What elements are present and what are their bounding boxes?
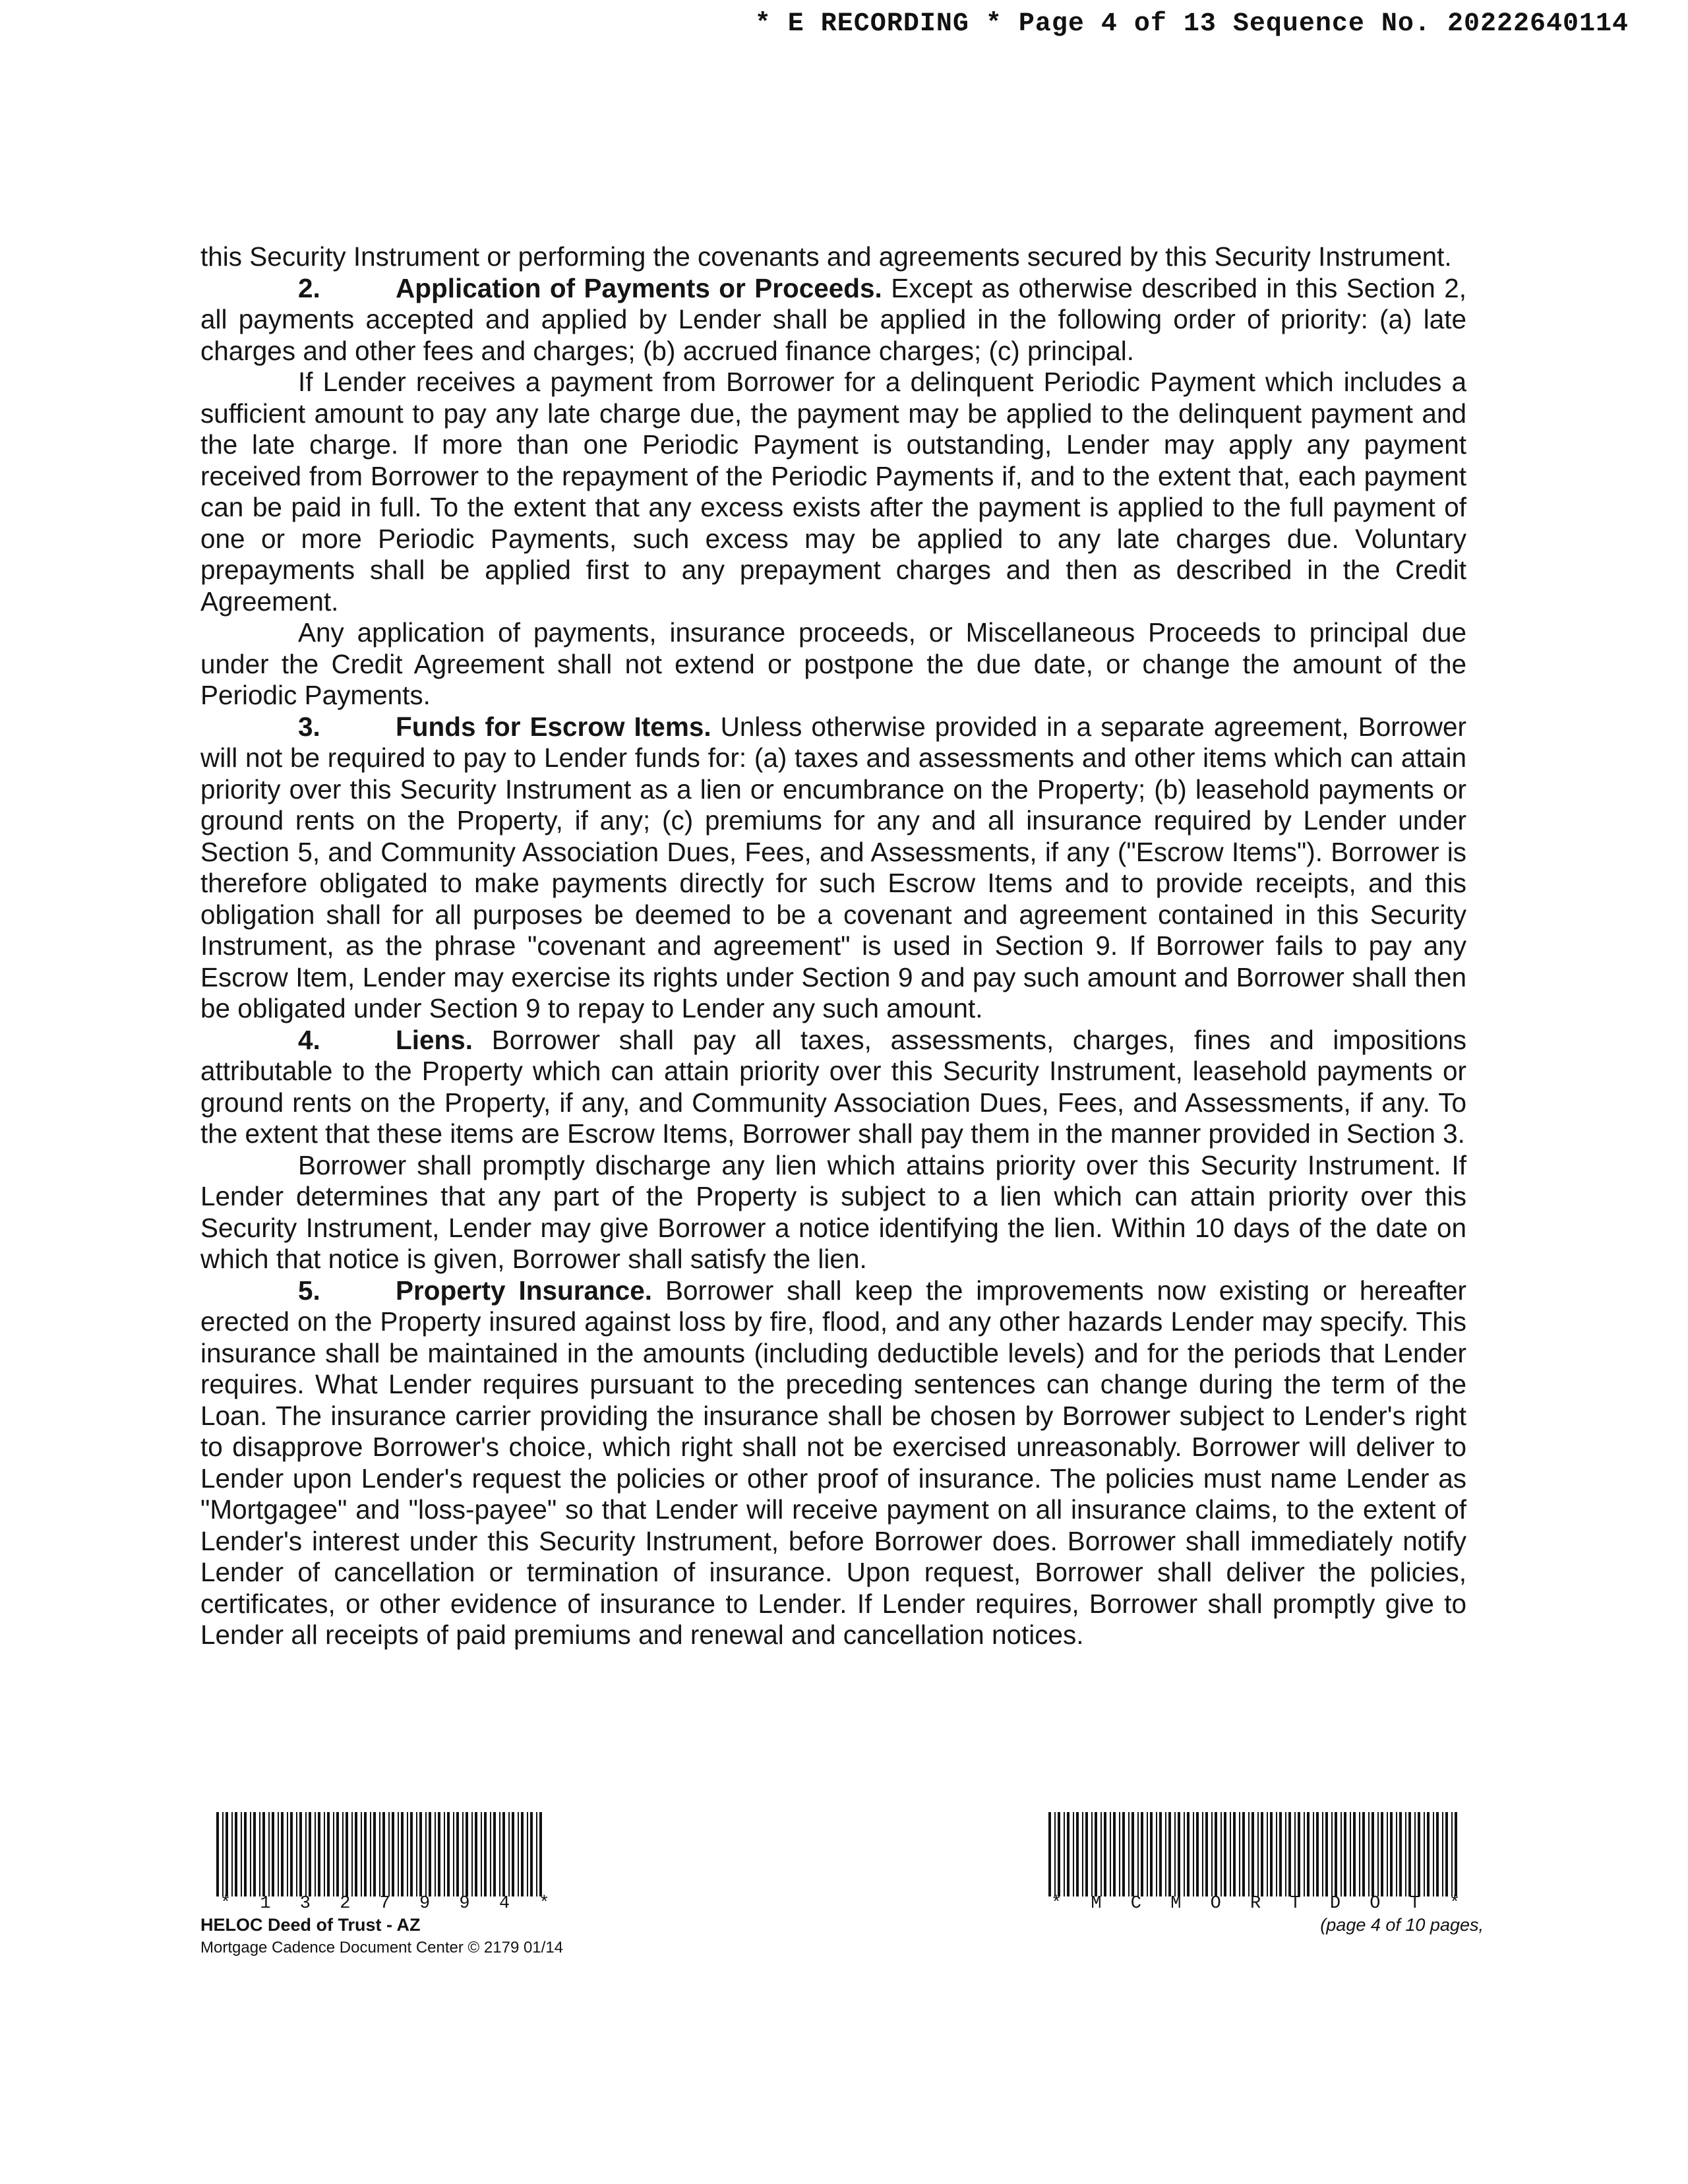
barcode-bar bbox=[333, 1812, 334, 1896]
barcode-bar bbox=[1095, 1812, 1097, 1896]
barcode-bar bbox=[1442, 1812, 1443, 1896]
barcode-bar bbox=[444, 1812, 445, 1896]
section-number: 2. bbox=[298, 272, 320, 303]
barcode-bar bbox=[272, 1812, 274, 1896]
document-title: HELOC Deed of Trust - AZ bbox=[200, 1915, 421, 1935]
barcode-bar bbox=[1350, 1812, 1351, 1896]
barcode-bar bbox=[1178, 1812, 1180, 1896]
barcode-bar bbox=[1387, 1812, 1388, 1896]
barcode-bar bbox=[1221, 1812, 1222, 1896]
barcode-bar bbox=[1257, 1812, 1259, 1896]
barcode-bar bbox=[1073, 1812, 1074, 1896]
barcode-bar bbox=[1242, 1812, 1245, 1896]
barcode-bar bbox=[1341, 1812, 1342, 1896]
barcode-bar bbox=[438, 1812, 440, 1896]
barcode-bar bbox=[392, 1812, 394, 1896]
barcode-bar bbox=[1156, 1812, 1157, 1896]
barcode-bar bbox=[1165, 1812, 1166, 1896]
barcode-bar bbox=[388, 1812, 390, 1896]
barcode-bar bbox=[1110, 1812, 1111, 1896]
barcode-bar bbox=[262, 1812, 265, 1896]
barcode-bar bbox=[410, 1812, 413, 1896]
section-number: 3. bbox=[298, 711, 320, 742]
barcode-bar bbox=[521, 1812, 524, 1896]
barcode-bar bbox=[539, 1812, 542, 1896]
barcode-bar bbox=[502, 1812, 505, 1896]
barcode-left bbox=[215, 1812, 545, 1896]
paragraph: If Lender receives a payment from Borrower for a delinquent Periodic Payment which includes a sufficient amount to pay any late charge due, the payment may be applied to the delinquent payment and the late charge. If more than one Periodic Payment is outstanding, Lender may apply any payment received from Borrower to the repayment of the Periodic Payments if, and to the extent that, each payment can be paid in full. To the extent that any excess exists after the payment is applied to the full payment of one or more Periodic Payments, such excess may be applied to any late charges due. Voluntary prepayments shall be applied first to any prepayment charges and then as described in the Credit Agreement. bbox=[200, 367, 1466, 617]
barcode-bar bbox=[1424, 1812, 1425, 1896]
barcode-bar bbox=[1085, 1812, 1088, 1896]
barcode-bar bbox=[1239, 1812, 1240, 1896]
barcode-bar bbox=[244, 1812, 247, 1896]
barcode-bar bbox=[1131, 1812, 1134, 1896]
barcode-bar bbox=[281, 1812, 284, 1896]
section-3-paragraph bbox=[200, 712, 1466, 1025]
barcode-bar bbox=[1316, 1812, 1319, 1896]
barcode-bar bbox=[435, 1812, 436, 1896]
section-number: 4. bbox=[298, 1024, 320, 1055]
barcode-bar bbox=[1159, 1812, 1162, 1896]
barcode-bar bbox=[512, 1812, 514, 1896]
barcode-right-text: * M C M O R T D O T * bbox=[1051, 1894, 1470, 1914]
section-text: Except as otherwise described in this Section 2, all payments accepted and applied by Lender shall be applied in the following order of priority: (a) late charges and other fees and charges; (b) accrued finance charges; (c) principal. bbox=[200, 272, 1467, 366]
barcode-bar bbox=[290, 1812, 293, 1896]
barcode-bar bbox=[1372, 1812, 1374, 1896]
barcode-bar bbox=[1381, 1812, 1383, 1896]
barcode-bar bbox=[305, 1812, 307, 1896]
barcode-bar bbox=[1294, 1812, 1296, 1896]
barcode-bar bbox=[361, 1812, 362, 1896]
barcode-bar bbox=[1193, 1812, 1194, 1896]
barcode-bar bbox=[327, 1812, 330, 1896]
barcode-bar bbox=[1233, 1812, 1236, 1896]
barcode-left-text: * 1 3 2 7 9 9 4 * bbox=[220, 1894, 559, 1914]
barcode-bar bbox=[1396, 1812, 1397, 1896]
barcode-bar bbox=[1331, 1812, 1333, 1896]
barcode-bar bbox=[1211, 1812, 1213, 1896]
barcode-bar bbox=[309, 1812, 311, 1896]
barcode-bar bbox=[490, 1812, 491, 1896]
barcode-bar bbox=[315, 1812, 316, 1896]
barcode-bar bbox=[429, 1812, 431, 1896]
barcode-bar bbox=[475, 1812, 477, 1896]
barcode-bar bbox=[259, 1812, 260, 1896]
barcode-bar bbox=[1141, 1812, 1143, 1896]
barcode-bar bbox=[466, 1812, 468, 1896]
barcode-bar bbox=[518, 1812, 519, 1896]
barcode-bar bbox=[226, 1812, 228, 1896]
barcode-bar bbox=[1202, 1812, 1203, 1896]
barcode-bar bbox=[1251, 1812, 1254, 1896]
barcode-bar bbox=[1091, 1812, 1093, 1896]
barcode-bar bbox=[1368, 1812, 1370, 1896]
barcode-bar bbox=[419, 1812, 422, 1896]
barcode-bar bbox=[1147, 1812, 1148, 1896]
barcode-bar bbox=[253, 1812, 256, 1896]
barcode-bar bbox=[1325, 1812, 1328, 1896]
barcode-bar bbox=[1224, 1812, 1226, 1896]
barcode-bar bbox=[382, 1812, 385, 1896]
page-label: (page 4 of 10 pages, bbox=[1320, 1915, 1484, 1935]
barcode-bar bbox=[508, 1812, 510, 1896]
barcode-bar bbox=[1405, 1812, 1406, 1896]
barcode-bar bbox=[1418, 1812, 1420, 1896]
barcode-bar bbox=[407, 1812, 408, 1896]
barcode-bar bbox=[1230, 1812, 1231, 1896]
barcode-bar bbox=[299, 1812, 302, 1896]
barcode-bar bbox=[1119, 1812, 1120, 1896]
barcode-bar bbox=[530, 1812, 533, 1896]
barcode-bar bbox=[336, 1812, 339, 1896]
barcode-bar bbox=[462, 1812, 464, 1896]
barcode-bar bbox=[1451, 1812, 1453, 1896]
section-2-paragraph bbox=[200, 273, 1466, 367]
barcode-bar bbox=[324, 1812, 325, 1896]
barcode-bar bbox=[1082, 1812, 1083, 1896]
barcode-bar bbox=[370, 1812, 371, 1896]
barcode-bar bbox=[1288, 1812, 1291, 1896]
barcode-bar bbox=[1267, 1812, 1268, 1896]
barcode-bar bbox=[1455, 1812, 1457, 1896]
document-body bbox=[200, 241, 1466, 1651]
barcode-bar bbox=[278, 1812, 279, 1896]
barcode-bar bbox=[1408, 1812, 1411, 1896]
section-text: Unless otherwise provided in a separate agreement, Borrower will not be required to pay to Lender funds for: (a) taxes and assessments and other items which can attain priority over this Security Instrument as a lien or encumbrance on the Property; (b) leasehold payments or ground rents on the Property, if any; (c) premiums for any and all insurance required by Lender under Section 5, and Community Association Dues, Fees, and Assessments, if any ("Escrow Items"). Borrower is therefore obligated to make payments directly for such Escrow Items and to provide receipts, and this obligation shall for all purposes be deemed to be a covenant and agreement contained in this Security Instrument, as the phrase "covenant and agreement" is used in Section 9. If Borrower fails to pay any Escrow Item, Lender may exercise its rights under Section 9 and pay such amount and Borrower shall then be obligated under Section 9 to repay to Lender any such amount. bbox=[200, 711, 1466, 1023]
barcode-bar bbox=[1104, 1812, 1106, 1896]
barcode-bar bbox=[481, 1812, 482, 1896]
recording-header: * E RECORDING * Page 4 of 13 Sequence No. 20222640114 bbox=[754, 9, 1629, 39]
barcode-bar bbox=[1433, 1812, 1434, 1896]
barcode-bar bbox=[1313, 1812, 1314, 1896]
section-text: Borrower shall pay all taxes, assessments, charges, fines and impositions attributable to the Property which can attain priority over this Security Instrument, leasehold payments or ground rents on the Property, if any, and Community Association Dues, Fees, and Assessments, if any. To the extent that these items are Escrow Items, Borrower shall pay them in the manner provided in Section 3. bbox=[200, 1024, 1466, 1149]
barcode-bar bbox=[287, 1812, 288, 1896]
section-title: Property Insurance. bbox=[396, 1275, 653, 1306]
section-title: Application of Payments or Proceeds. bbox=[396, 272, 882, 303]
barcode-bar bbox=[456, 1812, 459, 1896]
barcode-bar bbox=[1184, 1812, 1185, 1896]
barcode-bar bbox=[1307, 1812, 1310, 1896]
barcode-bar bbox=[425, 1812, 427, 1896]
section-number: 5. bbox=[298, 1275, 320, 1306]
barcode-bar bbox=[250, 1812, 251, 1896]
barcode-bar bbox=[398, 1812, 399, 1896]
barcode-bar bbox=[1436, 1812, 1439, 1896]
barcode-bar bbox=[1196, 1812, 1199, 1896]
barcode-bar bbox=[1359, 1812, 1360, 1896]
barcode-bar bbox=[364, 1812, 367, 1896]
section-text: Borrower shall keep the improvements now existing or hereafter erected on the Property insured against loss by fire, flood, and any other hazards Lender may specify. This insurance shall be maintained in the amounts (including deductible levels) and for the periods that Lender requires. What Lender requires pursuant to the preceding sentences can change during the term of the Loan. The insurance carrier providing the insurance shall be chosen by Borrower subject to Lender's right to disapprove Borrower's choice, which right shall not be exercised unreasonably. Borrower will deliver to Lender upon Lender's request the policies or other proof of insurance. The policies must name Lender as "Mortgagee" and "loss-payee" so that Lender will receive payment on all insurance claims, to the extent of Lender's interest under this Security Instrument, before Borrower does. Borrower shall immediately notify Lender of cancellation or termination of insurance. Upon request, Borrower shall deliver the policies, certificates, or other evidence of insurance to Lender. If Lender requires, Borrower shall promptly give to Lender all receipts of paid premiums and renewal and cancellation notices. bbox=[200, 1275, 1466, 1650]
barcode-bar bbox=[536, 1812, 537, 1896]
barcode-bar bbox=[453, 1812, 454, 1896]
barcode-bar bbox=[484, 1812, 487, 1896]
barcode-bar bbox=[231, 1812, 233, 1896]
barcode-bar bbox=[351, 1812, 353, 1896]
barcode-bar bbox=[1322, 1812, 1323, 1896]
paragraph: Borrower shall promptly discharge any lien which attains priority over this Security Instrument. If Lender determines that any part of the Property is subject to a lien which can attain priority over this Security Instrument, Lender may give Borrower a notice identifying the lien. Within 10 days of the date on which that notice is given, Borrower shall satisfy the lien. bbox=[200, 1149, 1466, 1274]
barcode-bar bbox=[1399, 1812, 1402, 1896]
barcode-bar bbox=[1113, 1812, 1116, 1896]
barcode-bar bbox=[268, 1812, 270, 1896]
barcode-bar bbox=[1187, 1812, 1190, 1896]
barcode-bar bbox=[1248, 1812, 1250, 1896]
barcode-bar bbox=[1344, 1812, 1346, 1896]
section-5-paragraph bbox=[200, 1275, 1466, 1651]
barcode-bar bbox=[1054, 1812, 1056, 1896]
barcode-bar bbox=[1353, 1812, 1356, 1896]
barcode-bar bbox=[222, 1812, 224, 1896]
barcode-bar bbox=[1150, 1812, 1153, 1896]
barcode-bar bbox=[1304, 1812, 1305, 1896]
barcode-bar bbox=[447, 1812, 450, 1896]
barcode-bar bbox=[1058, 1812, 1060, 1896]
barcode-bar bbox=[373, 1812, 376, 1896]
section-title: Funds for Escrow Items. bbox=[396, 711, 711, 742]
barcode-bar bbox=[1335, 1812, 1337, 1896]
section-title: Liens. bbox=[396, 1024, 473, 1055]
barcode-bar bbox=[401, 1812, 404, 1896]
section-4-paragraph bbox=[200, 1025, 1466, 1150]
barcode-bar bbox=[346, 1812, 348, 1896]
barcode-bar bbox=[1137, 1812, 1139, 1896]
document-center: Mortgage Cadence Document Center © 2179 01/14 bbox=[200, 1939, 564, 1957]
barcode-bar bbox=[1270, 1812, 1273, 1896]
barcode-bar bbox=[1390, 1812, 1393, 1896]
barcode-bar bbox=[493, 1812, 496, 1896]
barcode-bar bbox=[1215, 1812, 1217, 1896]
barcode-bar bbox=[1377, 1812, 1379, 1896]
barcode-bar bbox=[216, 1812, 219, 1896]
barcode-bar bbox=[1427, 1812, 1430, 1896]
barcode-bar bbox=[1076, 1812, 1079, 1896]
barcode-bar bbox=[1362, 1812, 1365, 1896]
barcode-bar bbox=[1174, 1812, 1176, 1896]
barcode-bar bbox=[1298, 1812, 1300, 1896]
barcode-bar bbox=[1168, 1812, 1171, 1896]
barcode-bar bbox=[471, 1812, 473, 1896]
barcode-bar bbox=[318, 1812, 320, 1896]
barcode-bar bbox=[379, 1812, 380, 1896]
barcode-bar bbox=[1445, 1812, 1448, 1896]
barcode-right bbox=[1047, 1812, 1462, 1896]
barcode-bar bbox=[1279, 1812, 1282, 1896]
barcode-bar bbox=[1064, 1812, 1065, 1896]
barcode-bar bbox=[1205, 1812, 1208, 1896]
paragraph-continuation: this Security Instrument or performing the covenants and agreements secured by this Security Instrument. bbox=[200, 241, 1452, 272]
barcode-bar bbox=[1128, 1812, 1130, 1896]
barcode-bar bbox=[355, 1812, 357, 1896]
barcode-bar bbox=[241, 1812, 242, 1896]
barcode-bar bbox=[1100, 1812, 1102, 1896]
barcode-bar bbox=[296, 1812, 297, 1896]
barcode-bar bbox=[342, 1812, 344, 1896]
barcode-bar bbox=[499, 1812, 500, 1896]
barcode-bar bbox=[235, 1812, 237, 1896]
barcode-bar bbox=[416, 1812, 417, 1896]
barcode-bar bbox=[1276, 1812, 1277, 1896]
barcode-bar bbox=[1414, 1812, 1416, 1896]
paragraph: Any application of payments, insurance proceeds, or Miscellaneous Proceeds to principal due under the Credit Agreement shall not extend or postpone the due date, or change the amount of the Periodic Payments. bbox=[200, 617, 1466, 710]
barcode-bar bbox=[1285, 1812, 1286, 1896]
barcode-bar bbox=[1261, 1812, 1263, 1896]
barcode-bar bbox=[1048, 1812, 1051, 1896]
barcode-bar bbox=[527, 1812, 528, 1896]
barcode-bar bbox=[1122, 1812, 1125, 1896]
barcode-bar bbox=[1067, 1812, 1070, 1896]
